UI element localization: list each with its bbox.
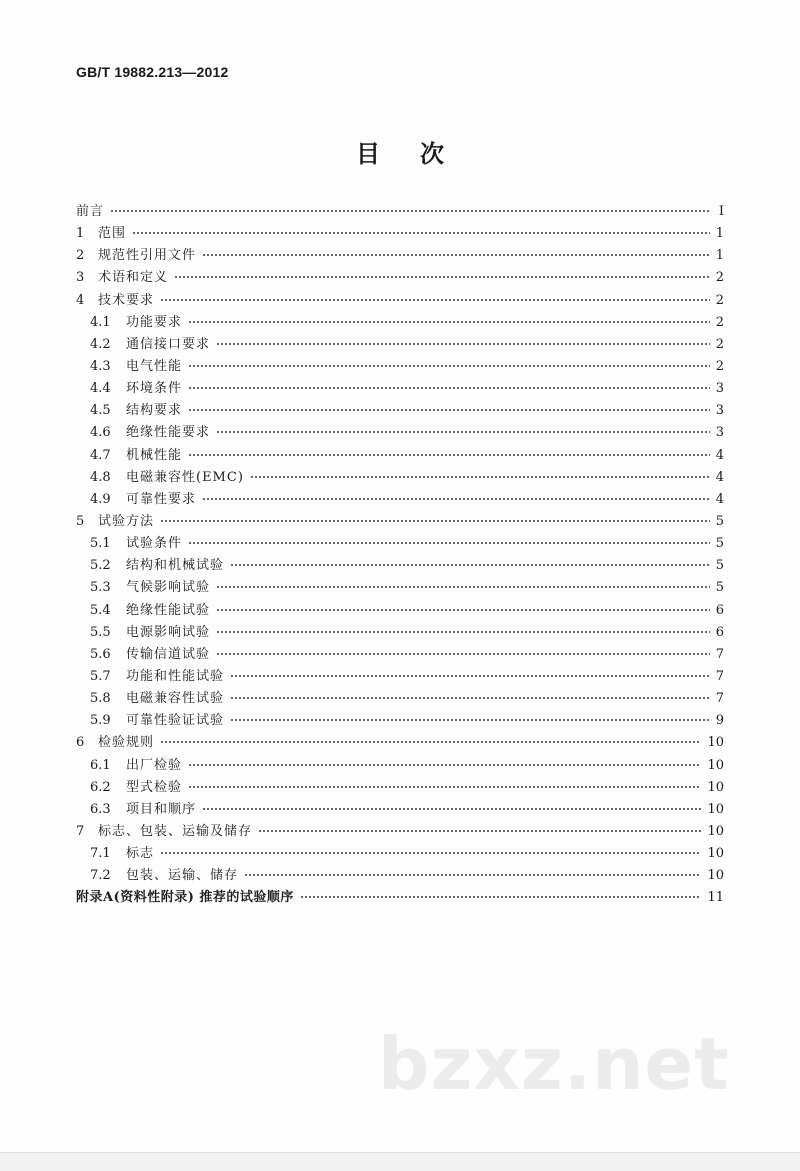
toc-entry-page: 11 [707, 890, 724, 906]
toc-entry[interactable] [76, 577, 724, 599]
toc-entry-number: 5.8 [90, 691, 111, 707]
toc-entry-number: 7.2 [90, 868, 111, 884]
dot-leader [188, 387, 710, 389]
toc-entry[interactable] [76, 799, 724, 821]
toc-entry-page: 3 [715, 381, 724, 397]
dot-leader [216, 653, 710, 655]
toc-entry-page: 4 [715, 469, 724, 485]
toc-entry-page: 5 [715, 513, 724, 529]
toc-entry-label: 电磁兼容性(EMC) [126, 469, 244, 485]
toc-entry-label: 传输信道试验 [126, 646, 211, 662]
toc-entry-number: 5.3 [90, 580, 111, 596]
toc-entry-page: 3 [715, 425, 724, 441]
toc-entry-label: 出厂检验 [126, 757, 183, 773]
toc-entry-page: 10 [707, 757, 724, 773]
toc-entry-page: 1 [715, 226, 724, 242]
toc-entry-page: 5 [715, 558, 724, 574]
toc-entry-label: 技术要求 [98, 292, 155, 308]
toc-entry-number: 5.1 [90, 536, 111, 552]
toc-entry-label: 电磁兼容性试验 [126, 691, 225, 707]
standard-code: GB/T 19882.213—2012 [76, 64, 229, 80]
toc-entry-number: 6.1 [90, 757, 111, 773]
dot-leader [110, 210, 710, 212]
toc-entry-number: 4.8 [90, 469, 111, 485]
toc-entry-number: 4.7 [90, 447, 111, 463]
toc-entry-page: 2 [715, 292, 724, 308]
toc-entry-label: 术语和定义 [98, 270, 169, 286]
dot-leader [244, 874, 701, 876]
toc-entry-page: 7 [715, 646, 724, 662]
dot-leader [188, 786, 701, 788]
toc-entry-number: 5.2 [90, 558, 111, 574]
dot-leader [216, 431, 710, 433]
toc-entry-number: 4.2 [90, 336, 111, 352]
toc-entry[interactable] [76, 290, 724, 312]
toc-entry-number: 4.1 [90, 314, 111, 330]
toc-entry[interactable] [76, 555, 724, 577]
toc-entry-label: 型式检验 [126, 779, 183, 795]
toc-entry[interactable] [76, 732, 724, 754]
toc-entry-page: Ⅰ [718, 204, 724, 219]
dot-leader [258, 830, 701, 832]
toc-entry[interactable] [76, 267, 724, 289]
toc-entry-label: 检验规则 [98, 735, 155, 751]
dot-leader [160, 852, 701, 854]
toc-entry[interactable] [76, 489, 724, 511]
toc-entry[interactable] [76, 887, 724, 909]
toc-entry-page: 5 [715, 536, 724, 552]
toc-entry-number: 7.1 [90, 846, 111, 862]
toc-entry[interactable] [76, 622, 724, 644]
toc-entry[interactable] [76, 843, 724, 865]
toc-entry-label: 标志 [126, 846, 155, 862]
toc-entry[interactable] [76, 688, 724, 710]
toc-entry-number: 6.3 [90, 801, 111, 817]
toc-entry-page: 10 [707, 868, 724, 884]
dot-leader [188, 365, 710, 367]
toc-entry-page: 2 [715, 358, 724, 374]
toc-entry-page: 7 [715, 668, 724, 684]
toc-entry-number: 4.6 [90, 425, 111, 441]
toc-entry-page: 9 [715, 713, 724, 729]
dot-leader [230, 675, 710, 677]
page-title: 目次 [356, 139, 484, 168]
toc-entry-label: 试验条件 [126, 536, 183, 552]
page-bottom-edge [0, 1152, 800, 1171]
dot-leader [202, 808, 701, 810]
dot-leader [216, 586, 710, 588]
toc-entry-number: 4.3 [90, 358, 111, 374]
toc-entry-label: 绝缘性能试验 [126, 602, 211, 618]
dot-leader [188, 542, 710, 544]
dot-leader [300, 896, 702, 898]
toc-entry-number: 5.7 [90, 668, 111, 684]
toc-entry-page: 4 [715, 447, 724, 463]
toc-entry-label: 气候影响试验 [126, 580, 211, 596]
toc-entry-label: 范围 [98, 226, 127, 242]
toc-entry[interactable] [76, 600, 724, 622]
dot-leader [250, 476, 710, 478]
toc-entry-number: 4.9 [90, 491, 111, 507]
toc-entry-number: 6.2 [90, 779, 111, 795]
toc-entry[interactable] [76, 666, 724, 688]
dot-leader [174, 276, 710, 278]
toc-entry-page: 5 [715, 580, 724, 596]
toc-entry-number: 6 [76, 735, 85, 751]
dot-leader [216, 343, 710, 345]
dot-leader [202, 254, 710, 256]
toc-entry[interactable] [76, 245, 724, 267]
toc-entry-page: 10 [707, 779, 724, 795]
toc-entry[interactable] [76, 334, 724, 356]
toc-entry-label: 绝缘性能要求 [126, 425, 211, 441]
toc-entry-label: 附录A(资料性附录) 推荐的试验顺序 [76, 890, 294, 906]
toc-entry-label: 电气性能 [126, 358, 183, 374]
toc-entry[interactable] [76, 422, 724, 444]
toc-entry-label: 环境条件 [126, 381, 183, 397]
toc-entry-label: 机械性能 [126, 447, 183, 463]
toc-entry-page: 10 [707, 823, 724, 839]
dot-leader [216, 609, 710, 611]
toc-entry-label: 功能要求 [126, 314, 183, 330]
toc-entry-page: 2 [715, 336, 724, 352]
table-of-contents [76, 201, 724, 910]
toc-entry-page: 1 [715, 248, 724, 264]
toc-entry-page: 6 [715, 602, 724, 618]
toc-entry[interactable] [76, 378, 724, 400]
toc-entry-page: 2 [715, 314, 724, 330]
toc-entry-page: 10 [707, 801, 724, 817]
dot-leader [230, 564, 710, 566]
toc-entry-number: 5.6 [90, 646, 111, 662]
toc-entry[interactable] [76, 511, 724, 533]
dot-leader [202, 498, 710, 500]
toc-entry-label: 可靠性验证试验 [126, 713, 225, 729]
toc-entry-page: 2 [715, 270, 724, 286]
toc-entry-label: 可靠性要求 [126, 491, 197, 507]
toc-entry-number: 5.5 [90, 624, 111, 640]
dot-leader [188, 321, 710, 323]
dot-leader [188, 764, 701, 766]
toc-entry[interactable] [76, 201, 724, 223]
toc-entry-number: 3 [76, 270, 85, 286]
toc-entry-number: 4.4 [90, 381, 111, 397]
toc-entry[interactable] [76, 467, 724, 489]
toc-entry-number: 1 [76, 226, 85, 242]
toc-entry-number: 7 [76, 823, 85, 839]
toc-entry-label: 包装、运输、储存 [126, 868, 239, 884]
watermark: bzxz.net [378, 1022, 730, 1106]
toc-entry[interactable] [76, 312, 724, 334]
toc-entry-number: 4 [76, 292, 85, 308]
toc-entry[interactable] [76, 223, 724, 245]
toc-entry-label: 结构要求 [126, 403, 183, 419]
toc-entry[interactable] [76, 821, 724, 843]
dot-leader [132, 232, 710, 234]
dot-leader [188, 409, 710, 411]
toc-entry-label: 标志、包装、运输及储存 [98, 823, 253, 839]
toc-entry-label: 结构和机械试验 [126, 558, 225, 574]
toc-entry-page: 10 [707, 735, 724, 751]
toc-entry-page: 6 [715, 624, 724, 640]
toc-entry-label: 前言 [76, 204, 105, 219]
dot-leader [188, 454, 710, 456]
toc-entry-number: 5.9 [90, 713, 111, 729]
toc-entry-page: 7 [715, 691, 724, 707]
dot-leader [216, 631, 710, 633]
toc-entry-number: 2 [76, 248, 85, 264]
dot-leader [230, 719, 710, 721]
toc-entry[interactable] [76, 400, 724, 422]
toc-entry[interactable] [76, 445, 724, 467]
toc-entry[interactable] [76, 533, 724, 555]
toc-entry[interactable] [76, 865, 724, 887]
toc-entry[interactable] [76, 755, 724, 777]
dot-leader [230, 697, 710, 699]
toc-entry[interactable] [76, 356, 724, 378]
toc-entry-label: 电源影响试验 [126, 624, 211, 640]
toc-entry-number: 4.5 [90, 403, 111, 419]
dot-leader [160, 299, 710, 301]
dot-leader [160, 741, 701, 743]
toc-entry[interactable] [76, 777, 724, 799]
toc-entry-label: 项目和顺序 [126, 801, 197, 817]
toc-entry-page: 10 [707, 846, 724, 862]
toc-entry-label: 功能和性能试验 [126, 668, 225, 684]
toc-entry-page: 3 [715, 403, 724, 419]
toc-entry-label: 试验方法 [98, 513, 155, 529]
toc-entry-label: 通信接口要求 [126, 336, 211, 352]
toc-entry-number: 5 [76, 513, 85, 529]
toc-entry[interactable] [76, 644, 724, 666]
dot-leader [160, 520, 710, 522]
toc-entry[interactable] [76, 710, 724, 732]
toc-entry-label: 规范性引用文件 [98, 248, 197, 264]
toc-entry-page: 4 [715, 491, 724, 507]
toc-entry-number: 5.4 [90, 602, 111, 618]
